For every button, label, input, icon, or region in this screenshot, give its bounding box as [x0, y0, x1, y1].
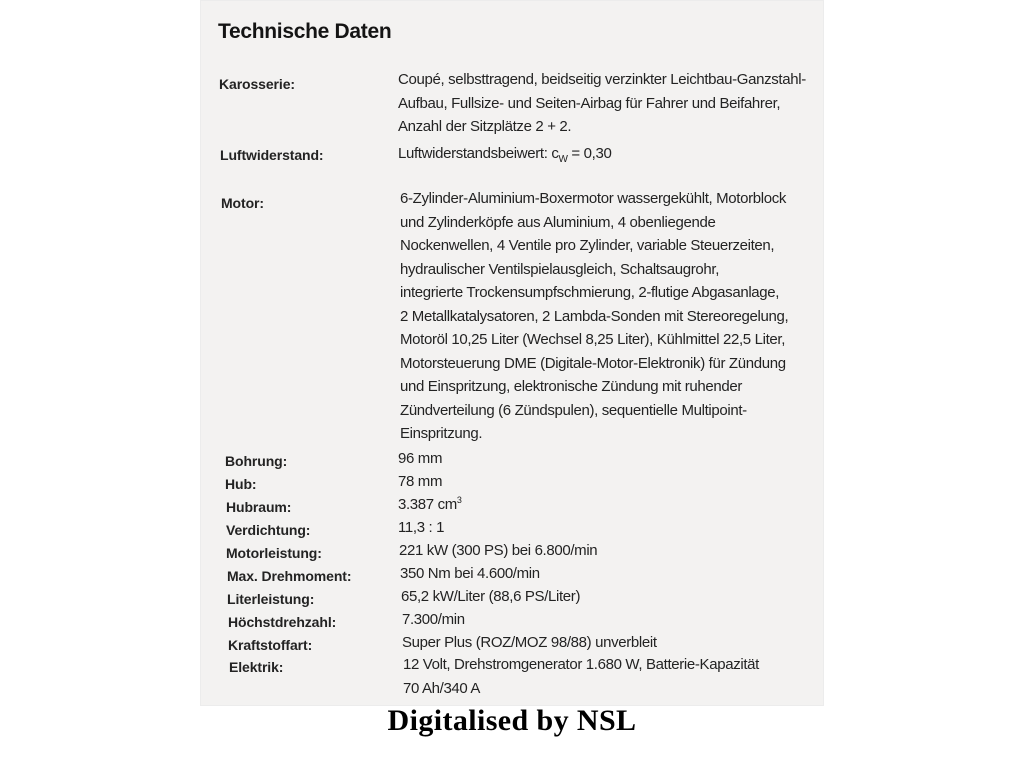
spec-label: Luftwiderstand: [220, 147, 324, 163]
spec-value: 65,2 kW/Liter (88,6 PS/Liter) [401, 588, 581, 605]
spec-label: Karosserie: [219, 76, 295, 92]
spec-value: 12 Volt, Drehstromgenerator 1.680 W, Batterie-Kapazität 70 Ah/340 A [403, 656, 759, 697]
spec-label: Motorleistung: [226, 545, 322, 561]
spec-value: 3.387 $cm^3$ [398, 495, 462, 513]
spec-label: Höchstdrehzahl: [228, 614, 337, 630]
spec-value: 96 mm [398, 450, 443, 467]
spec-value: 7.300/min [402, 611, 465, 628]
spec-label: Verdichtung: [226, 522, 311, 538]
spec-value: 11,3 : 1 [398, 519, 445, 536]
spec-value: Super Plus (ROZ/MOZ 98/88) unverbleit [402, 634, 657, 651]
spec-value: Luftwiderstandsbeiwert: $c_W = 0,30$ [398, 145, 612, 165]
spec-label: Bohrung: [225, 453, 288, 469]
spec-label: Motor: [221, 195, 264, 211]
spec-label: Literleistung: [227, 591, 315, 607]
spec-value: 221 kW (300 PS) bei 6.800/min [399, 542, 598, 559]
spec-label: Hub: [225, 476, 257, 492]
spec-label: Kraftstoffart: [228, 637, 313, 653]
spec-label: Hubraum: [226, 499, 292, 515]
watermark-text: Digitalised by NSL [387, 704, 637, 737]
spec-label: Elektrik: [229, 659, 284, 675]
spec-value: 6-Zylinder-Aluminium-Boxermotor wassergekühlt, Motorblock und Zylinderköpfe aus Aluminium, 4 obenliegende Nockenwellen, 4 Ventile pro Zylinder, variable Steuerzeiten, hydraulischer Ventilspielausgleich, Schaltsaugrohr, integrierte Trockensumpfschmierung, 2-flutige Abgasanlage, 2 Metallkatalysatoren, 2 Lambda-Sonden mit Stereoregelung, Motoröl 10,25 Liter (Wechsel 8,25 Liter), Kühlmittel 22,5 Liter, Motorsteuerung DME (Digitale-Motor-Elektronik) für Zündung und Einspritzung, elektronische Zündung mit ruhender Zündverteilung (6 Zündspulen), sequentielle Multipoint- Einspritzung. [400, 190, 789, 442]
page-title: Technische Daten [218, 20, 392, 43]
spec-value: Coupé, selbsttragend, beidseitig verzinkter Leichtbau-Ganzstahl- Aufbau, Fullsize- und Seiten-Airbag für Fahrer und Beifahrer, Anzahl der Sitzplätze 2 + 2. [398, 71, 806, 135]
spec-label: Max. Drehmoment: [227, 568, 352, 584]
spec-value: 350 Nm bei 4.600/min [400, 565, 540, 582]
spec-value: 78 mm [398, 473, 443, 490]
